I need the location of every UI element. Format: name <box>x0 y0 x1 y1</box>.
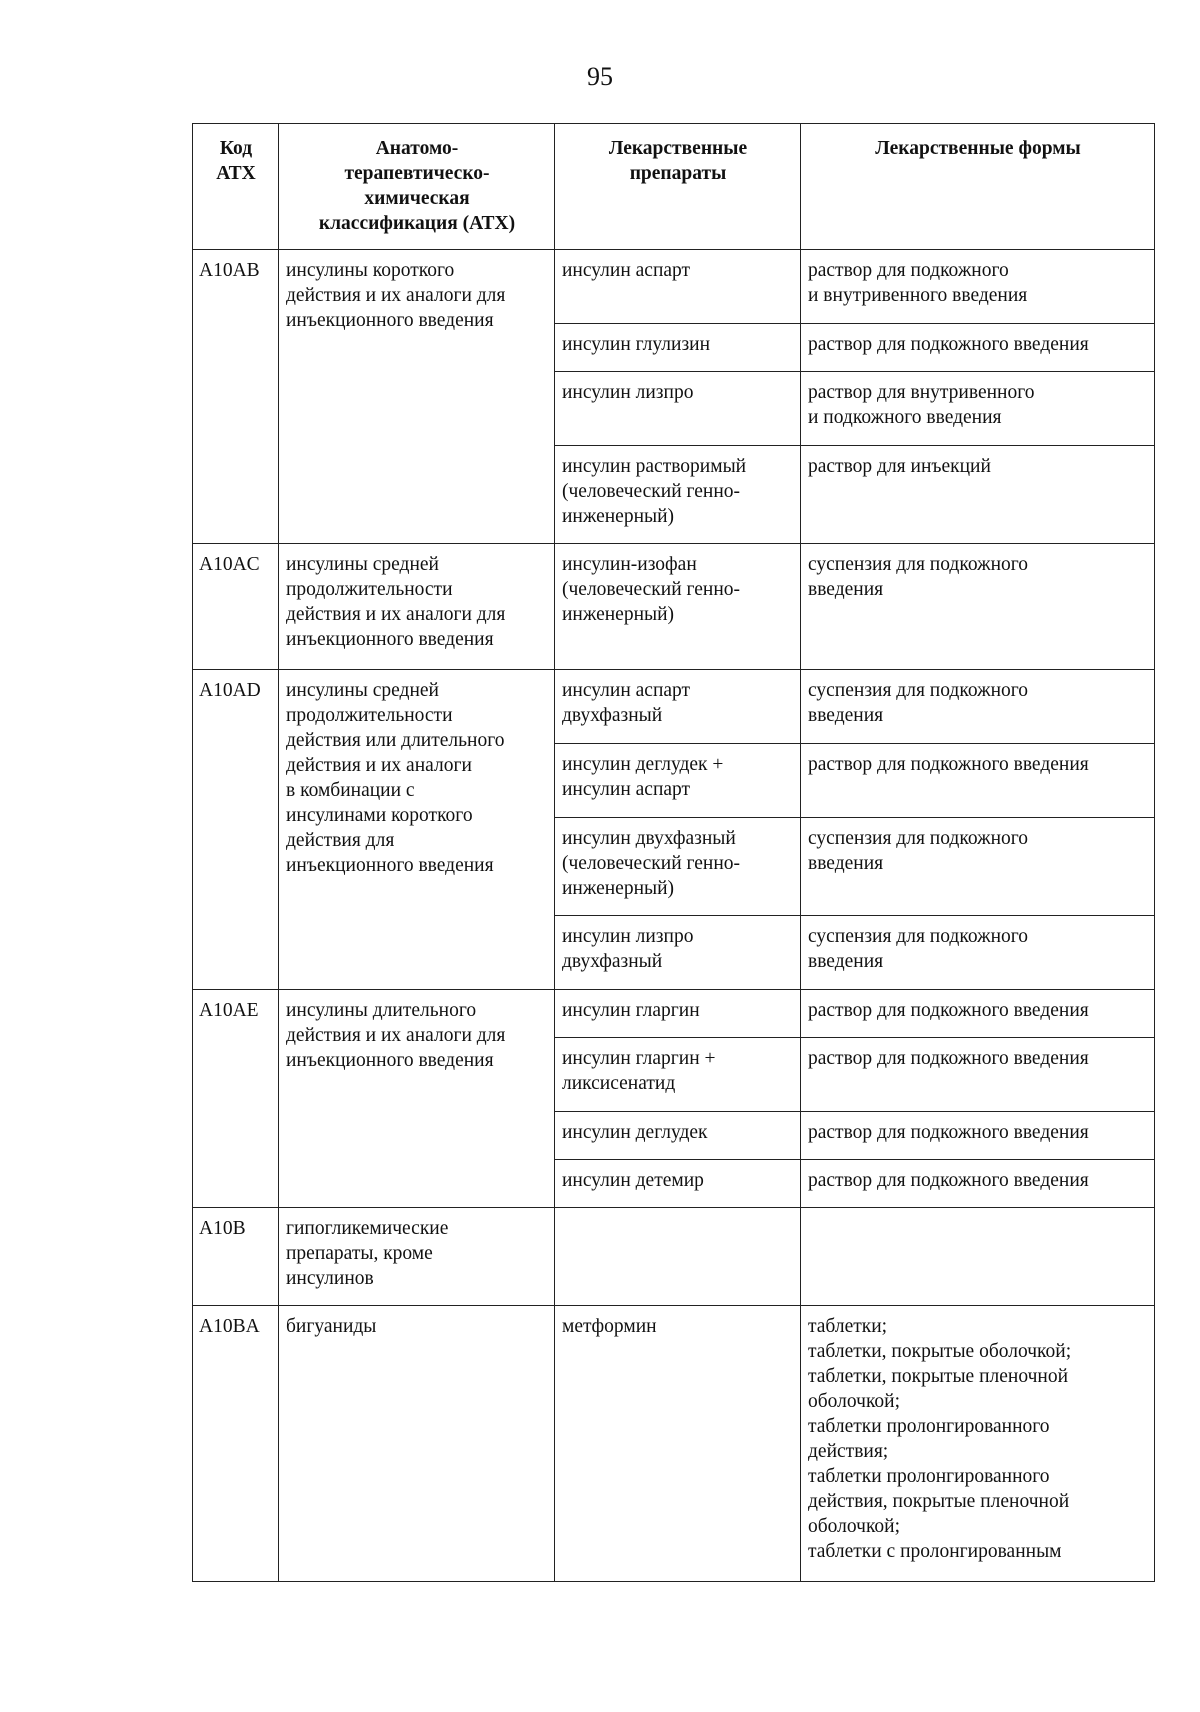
table-row <box>193 250 1155 324</box>
atx-code-cell: A10AD <box>193 670 279 990</box>
form-cell: суспензия для подкожного введения <box>801 544 1155 670</box>
form-cell: раствор для подкожного и внутривенного введения <box>801 250 1155 324</box>
classification-cell: инсулины короткого действия и их аналоги для инъекционного введения <box>279 250 555 544</box>
form-cell: раствор для подкожного введения <box>801 1112 1155 1160</box>
table-row <box>193 670 1155 744</box>
atx-code-cell: A10AE <box>193 990 279 1208</box>
form-cell: суспензия для подкожного введения <box>801 670 1155 744</box>
classification-cell: бигуаниды <box>279 1306 555 1582</box>
atx-code-cell: A10AB <box>193 250 279 544</box>
drug-cell: инсулин растворимый (человеческий генно- инженерный) <box>555 446 801 544</box>
form-cell: таблетки; таблетки, покрытые оболочкой; таблетки, покрытые пленочной оболочкой; таблетки пролонгированного действия; таблетки пролонгированного действия, покрытые пленочной оболочкой; таблетки с пролонгированным <box>801 1306 1155 1582</box>
table-row <box>193 990 1155 1038</box>
drug-cell: инсулин гларгин <box>555 990 801 1038</box>
drug-cell: инсулин деглудек + инсулин аспарт <box>555 744 801 818</box>
drug-cell <box>555 1208 801 1306</box>
atx-code-cell: A10BA <box>193 1306 279 1582</box>
form-cell: суспензия для подкожного введения <box>801 916 1155 990</box>
classification-cell: инсулины средней продолжительности действия и их аналоги для инъекционного введения <box>279 544 555 670</box>
atx-code-cell: A10B <box>193 1208 279 1306</box>
drug-cell: инсулин детемир <box>555 1160 801 1208</box>
atx-code-cell: A10AC <box>193 544 279 670</box>
form-cell: раствор для подкожного введения <box>801 324 1155 372</box>
drug-cell: метформин <box>555 1306 801 1582</box>
header-atx-classification: Анатомо- терапевтическо- химическая классификация (АТХ) <box>279 124 555 250</box>
classification-cell: гипогликемические препараты, кроме инсулинов <box>279 1208 555 1306</box>
drug-cell: инсулин деглудек <box>555 1112 801 1160</box>
drug-cell: инсулин аспарт двухфазный <box>555 670 801 744</box>
header-drugs: Лекарственные препараты <box>555 124 801 250</box>
drug-cell: инсулин лизпро двухфазный <box>555 916 801 990</box>
form-cell: раствор для инъекций <box>801 446 1155 544</box>
drug-cell: инсулин двухфазный (человеческий генно- инженерный) <box>555 818 801 916</box>
form-cell: суспензия для подкожного введения <box>801 818 1155 916</box>
form-cell: раствор для подкожного введения <box>801 1038 1155 1112</box>
table-row <box>193 544 1155 670</box>
drug-cell: инсулин глулизин <box>555 324 801 372</box>
form-cell: раствор для подкожного введения <box>801 990 1155 1038</box>
table-row <box>193 1208 1155 1306</box>
table-header-row <box>193 124 1155 250</box>
classification-cell: инсулины длительного действия и их аналоги для инъекционного введения <box>279 990 555 1208</box>
form-cell <box>801 1208 1155 1306</box>
form-cell: раствор для внутривенного и подкожного введения <box>801 372 1155 446</box>
drug-cell: инсулин-изофан (человеческий генно- инженерный) <box>555 544 801 670</box>
form-cell: раствор для подкожного введения <box>801 1160 1155 1208</box>
form-cell: раствор для подкожного введения <box>801 744 1155 818</box>
drug-cell: инсулин аспарт <box>555 250 801 324</box>
atx-medicines-table <box>192 123 1155 1582</box>
drug-cell: инсулин лизпро <box>555 372 801 446</box>
table-row <box>193 1306 1155 1582</box>
classification-cell: инсулины средней продолжительности действия или длительного действия и их аналоги в комбинации с инсулинами короткого действия для инъекционного введения <box>279 670 555 990</box>
drug-cell: инсулин гларгин + ликсисенатид <box>555 1038 801 1112</box>
header-dosage-forms: Лекарственные формы <box>801 124 1155 250</box>
header-atx-code: Код АТХ <box>193 124 279 250</box>
page-number: 95 <box>587 62 613 91</box>
